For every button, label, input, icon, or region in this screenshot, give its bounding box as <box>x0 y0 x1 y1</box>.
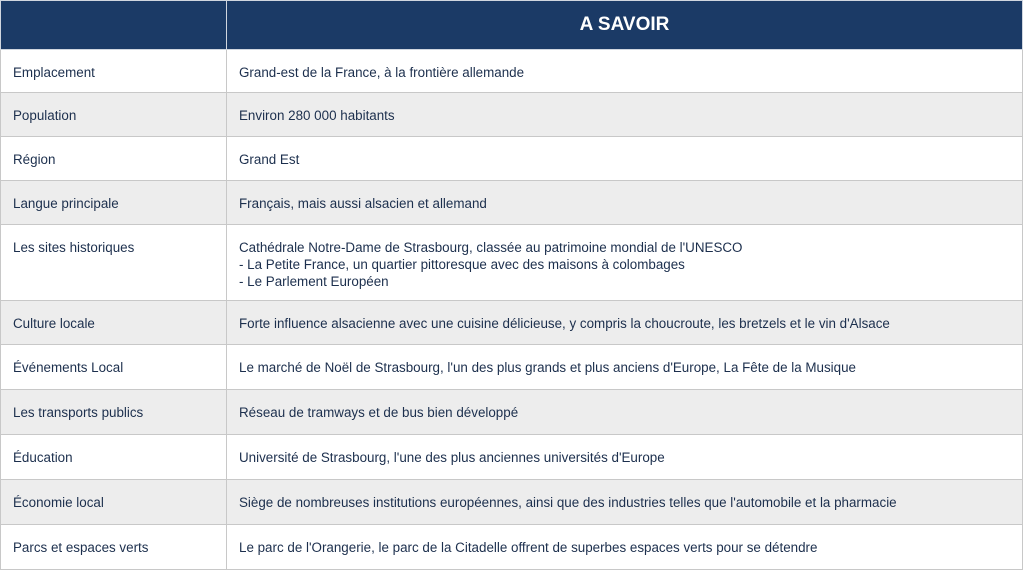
row-label: Les transports publics <box>1 390 227 435</box>
table-row <box>1 480 1023 525</box>
table-row <box>1 181 1023 225</box>
row-value: Université de Strasbourg, l'une des plus anciennes universités d'Europe <box>227 435 1023 480</box>
row-value: Grand-est de la France, à la frontière allemande <box>227 50 1023 93</box>
row-value: Siège de nombreuses institutions européennes, ainsi que des industries telles que l'automobile et la pharmacie <box>227 480 1023 525</box>
table-row <box>1 390 1023 435</box>
table-row <box>1 225 1023 301</box>
row-value: Forte influence alsacienne avec une cuisine délicieuse, y compris la choucroute, les bretzels et le vin d'Alsace <box>227 301 1023 345</box>
row-value-multiline <box>227 225 1023 301</box>
table-row <box>1 93 1023 137</box>
historic-site-line: - Le Parlement Européen <box>239 274 389 289</box>
table-header <box>1 1 1023 50</box>
row-value: Grand Est <box>227 137 1023 181</box>
table-row <box>1 345 1023 390</box>
table-row <box>1 301 1023 345</box>
row-value: Le parc de l'Orangerie, le parc de la Citadelle offrent de superbes espaces verts pour se détendre <box>227 525 1023 570</box>
row-label: Population <box>1 93 227 137</box>
row-value: Français, mais aussi alsacien et allemand <box>227 181 1023 225</box>
row-label: Région <box>1 137 227 181</box>
table-row <box>1 525 1023 570</box>
table-title: A SAVOIR <box>227 1 1023 50</box>
row-value: Réseau de tramways et de bus bien développé <box>227 390 1023 435</box>
row-label: Parcs et espaces verts <box>1 525 227 570</box>
table-row <box>1 137 1023 181</box>
header-empty-cell <box>1 1 227 50</box>
table-row <box>1 50 1023 93</box>
row-label: Emplacement <box>1 50 227 93</box>
row-label: Économie local <box>1 480 227 525</box>
row-label: Langue principale <box>1 181 227 225</box>
table-row <box>1 435 1023 480</box>
header-row <box>1 1 1023 50</box>
row-label: Culture locale <box>1 301 227 345</box>
historic-site-line: - La Petite France, un quartier pittoresque avec des maisons à colombages <box>239 257 685 272</box>
table-body <box>1 50 1023 570</box>
row-value: Environ 280 000 habitants <box>227 93 1023 137</box>
row-value: Le marché de Noël de Strasbourg, l'un des plus grands et plus anciens d'Europe, La Fête de la Musique <box>227 345 1023 390</box>
row-label: Les sites historiques <box>1 225 227 301</box>
row-label: Événements Local <box>1 345 227 390</box>
row-label: Éducation <box>1 435 227 480</box>
historic-site-line: Cathédrale Notre-Dame de Strasbourg, classée au patrimoine mondial de l'UNESCO <box>239 240 743 255</box>
